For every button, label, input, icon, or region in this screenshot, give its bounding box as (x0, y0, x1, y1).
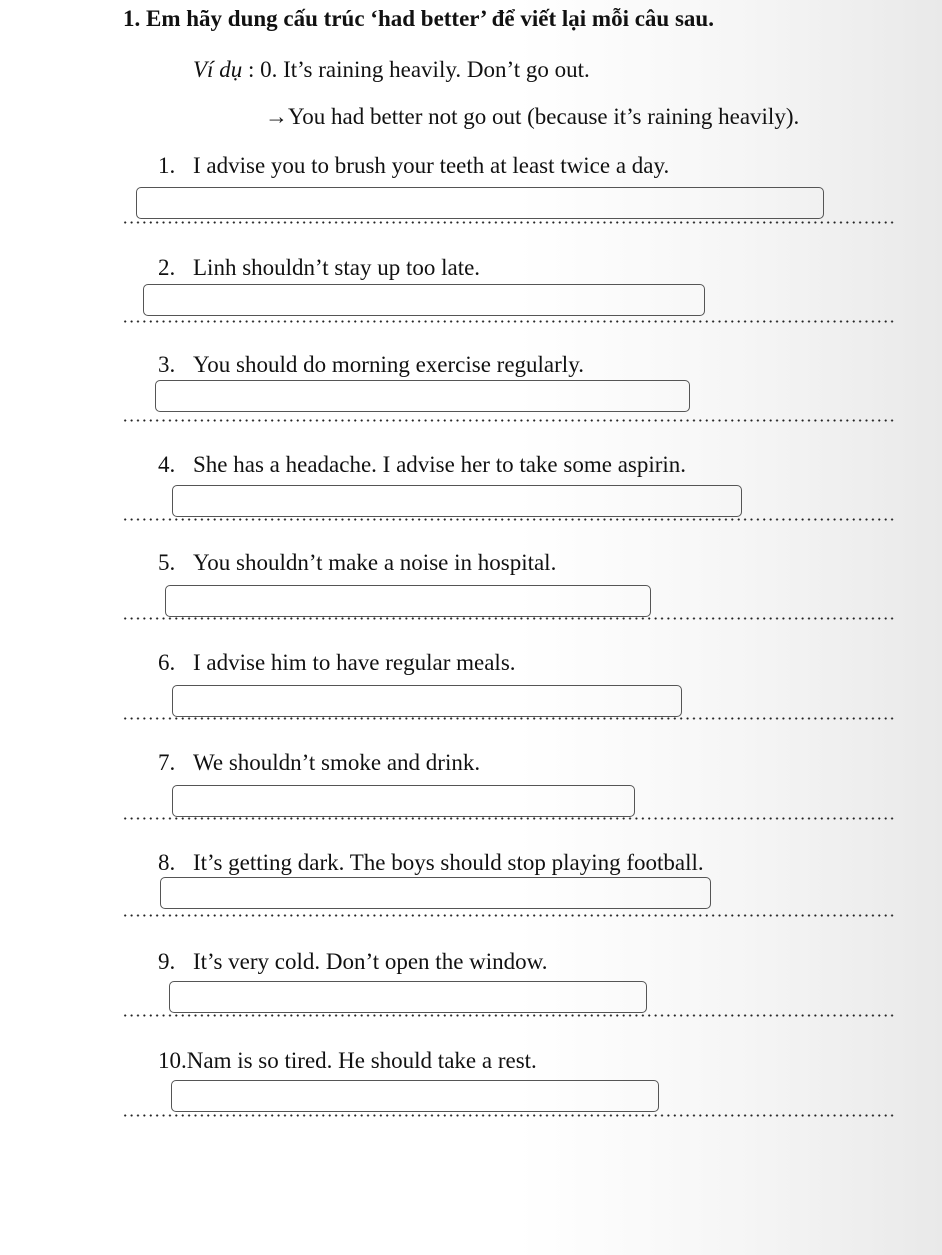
example-label: Ví dụ (193, 57, 243, 82)
example-answer-text: You had better not go out (because it’s raining heavily). (288, 104, 800, 129)
answer-box-10[interactable] (171, 1080, 659, 1112)
question-number: 3. (158, 352, 176, 377)
answer-box-6[interactable] (172, 685, 682, 717)
question-number: 4. (158, 452, 176, 477)
question-1 (158, 151, 669, 181)
question-number: 8. (158, 850, 176, 875)
example-answer (265, 102, 799, 132)
question-number: 5. (158, 550, 176, 575)
dotted-line (122, 717, 896, 720)
question-10 (158, 1046, 537, 1076)
example-line (193, 55, 590, 85)
question-number: 6. (158, 650, 176, 675)
dotted-line (122, 518, 896, 521)
question-text: We shouldn’t smoke and drink. (193, 750, 481, 775)
answer-box-9[interactable] (169, 981, 647, 1013)
question-6 (158, 648, 516, 678)
dotted-line (122, 914, 896, 917)
answer-box-3[interactable] (155, 380, 690, 412)
question-5 (158, 548, 556, 578)
question-text: I advise him to have regular meals. (193, 650, 516, 675)
question-text: I advise you to brush your teeth at least twice a day. (193, 153, 670, 178)
question-text: It’s very cold. Don’t open the window. (193, 949, 548, 974)
question-number: 10. (158, 1048, 187, 1073)
question-3 (158, 350, 584, 380)
question-number: 2. (158, 255, 176, 280)
question-text: Linh shouldn’t stay up too late. (193, 255, 481, 280)
exercise-heading: 1. Em hãy dung cấu trúc ‘had better’ để viết lại mỗi câu sau. (123, 6, 714, 31)
dotted-line (122, 419, 896, 422)
question-4 (158, 450, 686, 480)
question-7 (158, 748, 480, 778)
question-8 (158, 848, 704, 878)
question-text: She has a headache. I advise her to take some aspirin. (193, 452, 687, 477)
question-text: Nam is so tired. He should take a rest. (186, 1048, 537, 1073)
answer-box-1[interactable] (136, 187, 824, 219)
answer-box-4[interactable] (172, 485, 742, 517)
question-2 (158, 253, 480, 283)
question-number: 7. (158, 750, 176, 775)
arrow-icon: → (265, 104, 288, 129)
answer-box-2[interactable] (143, 284, 705, 316)
dotted-line (122, 320, 896, 323)
dotted-line (122, 221, 896, 224)
dotted-line (122, 617, 896, 620)
question-text: You shouldn’t make a noise in hospital. (193, 550, 557, 575)
dotted-line (122, 1114, 896, 1117)
question-text: It’s getting dark. The boys should stop playing football. (193, 850, 704, 875)
dotted-line (122, 817, 896, 820)
dotted-line (122, 1014, 896, 1017)
answer-box-7[interactable] (172, 785, 635, 817)
answer-box-8[interactable] (160, 877, 711, 909)
question-text: You should do morning exercise regularly. (193, 352, 584, 377)
example-text: : 0. It’s raining heavily. Don’t go out. (247, 57, 590, 82)
answer-box-5[interactable] (165, 585, 651, 617)
question-number: 1. (158, 153, 176, 178)
question-number: 9. (158, 949, 176, 974)
question-9 (158, 947, 548, 977)
